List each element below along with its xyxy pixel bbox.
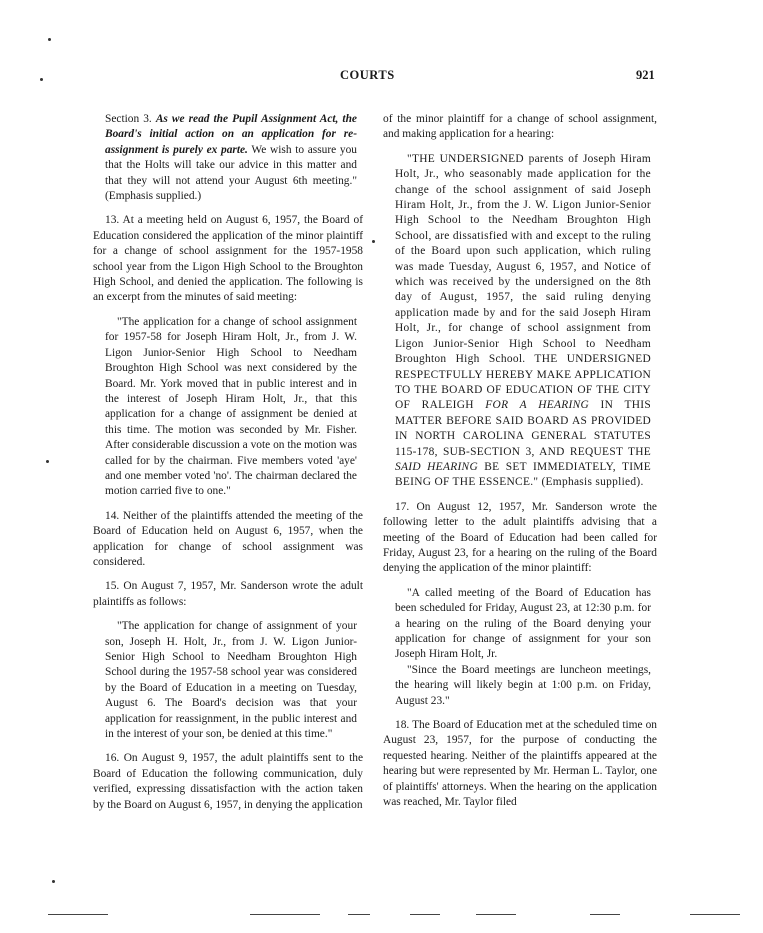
quote-letter-aug-7: "The application for change of assignment of your son, Joseph H. Holt, Jr., from J. W. Ligon Junior-Senior High School to Needham Broughton High School during the 1957-58 school year was considered by the Board of Education in a meeting on Tuesday, August 6. The Board's decision was that your application for reassignment, in the public interest and in the interest of your son, be denied at this time." — [105, 620, 357, 741]
paragraph-18: 18. The Board of Education met at the scheduled time on August 23, 1957, for the purpose of conducting the requested hearing. Neither of the plaintiffs appeared at the hearing but were represented by Mr. Herman L. Taylor, one of plaintiffs' attorneys. When the hearing on the application was reached, Mr. Taylor filed — [383, 719, 657, 809]
paragraph-17: 17. On August 12, 1957, Mr. Sanderson wrote the following letter to the adult plaintiffs advising that a meeting of the Board of Education had been called for Friday, August 23, for a hearing on the ruling of the Board denying the application of the minor plaintiff: — [383, 500, 657, 575]
scan-speck — [48, 38, 51, 41]
footer-rule — [410, 914, 440, 915]
scan-speck — [372, 240, 375, 243]
quote-part-2: IN THIS MATTER BEFORE SAID BOARD AS PROVIDED IN NORTH CAROLINA GENERAL STATUTES 115-178, SUB-SECTION 3, AND REQUEST THE — [395, 399, 651, 458]
paragraph-16-continued: of the minor plaintiff for a change of school assignment, and making application for a hearing: — [383, 113, 657, 141]
quote-emphasis-2: SAID HEARING — [395, 460, 478, 473]
quote-application-hearing — [395, 152, 657, 491]
page-number: 921 — [636, 68, 655, 82]
paragraph-15: 15. On August 7, 1957, Mr. Sanderson wrote the adult plaintiffs as follows: — [93, 580, 363, 608]
left-column — [93, 112, 363, 822]
footer-rule — [590, 914, 620, 915]
quote-emphasis-1: FOR A HEARING — [485, 399, 590, 412]
footer-rule — [48, 914, 108, 915]
paragraph-14: 14. Neither of the plaintiffs attended the meeting of the Board of Education held on August 6, 1957, when the application for change of school assignment was considered. — [93, 509, 363, 568]
footer-rule — [690, 914, 740, 915]
running-head-title: COURTS — [340, 68, 395, 82]
paragraph-16: 16. On August 9, 1957, the adult plaintiffs sent to the Board of Education the following communication, duly verified, expressing dissatisfaction with the action taken by the Board on August 6, 1957, in denying the application — [93, 752, 363, 811]
quote-part-3: BE SET IMMEDIATELY, TIME BEING OF THE ESSENCE." (Emphasis supplied). — [395, 460, 651, 489]
paragraph-13: 13. At a meeting held on August 6, 1957, the Board of Education considered the application of the minor plaintiff for a change of school assignment for the 1957-1958 school year from the Ligon High School to the Broughton High School, and denied the application. The following is an excerpt from the minutes of said meeting: — [93, 214, 363, 304]
quote-continuation — [105, 112, 363, 204]
running-head — [0, 68, 763, 88]
quote-part-1: "THE UNDERSIGNED parents of Joseph Hiram Holt, Jr., who seasonably made application for the change of the school assignment of said Joseph Hiram Holt, Jr., from the J. W. Ligon Junior-Senior High School to the Needham Broughton High School, are dissatisfied with and except to the ruling of the Board upon such application, which ruling was made Tuesday, August 6, 1957, and Notice of which was received by the undersigned on the 8th day of August, 1957, the said ruling denying application made by and for the said Joseph Hiram Holt, Jr., for change of school assignment from Ligon Junior-Senior High School to Needham Broughton High School. THE UNDERSIGNED RESPECTFULLY HEREBY MAKE APPLICATION TO THE BOARD OF EDUCATION OF THE CITY OF RALEIGH — [395, 152, 651, 412]
footer-rule — [348, 914, 370, 915]
footer-rule — [250, 914, 320, 915]
footer-rules — [0, 914, 763, 926]
scan-speck — [52, 880, 55, 883]
quote-lead: Section 3. — [105, 113, 152, 125]
footer-rule — [476, 914, 516, 915]
scan-speck — [46, 460, 49, 463]
quote-rest: We wish to assure you that the Holts will take our advice in this matter and that they will not attend your August 6th meeting." (Emphasis supplied.) — [105, 143, 357, 203]
quote-emphasis: As we read the Pupil Assignment Act, the Board's initial action on an application for re-assignment is purely ex parte. — [105, 113, 357, 156]
quote-letter-aug-12-a: "A called meeting of the Board of Education has been scheduled for Friday, August 23, at 12:30 p.m. for a hearing on the ruling of the Board denying your application for change of assignment for your son Joseph Hiram Holt, Jr. — [395, 586, 651, 661]
right-column — [383, 112, 657, 819]
quote-minutes: "The application for a change of school assignment for 1957-58 for Joseph Hiram Holt, Jr., from J. W. Ligon Junior-Senior High School to Needham Broughton High School was next considered by the Board. Mr. York moved that in public interest and in the interest of Joseph Hiram Holt, Jr., that this application for a change of assignment be denied at this time. The motion was seconded by Mr. Fisher. After considerable discussion a vote on the motion was called for by the chairman. Five members voted 'aye' and one member voted 'no'. The chairman declared the motion carried five to one." — [105, 315, 357, 498]
scan-speck — [40, 78, 43, 81]
quote-letter-aug-12-b: "Since the Board meetings are luncheon meetings, the hearing will likely begin at 1:00 p.m. on Friday, August 23." — [395, 663, 651, 707]
